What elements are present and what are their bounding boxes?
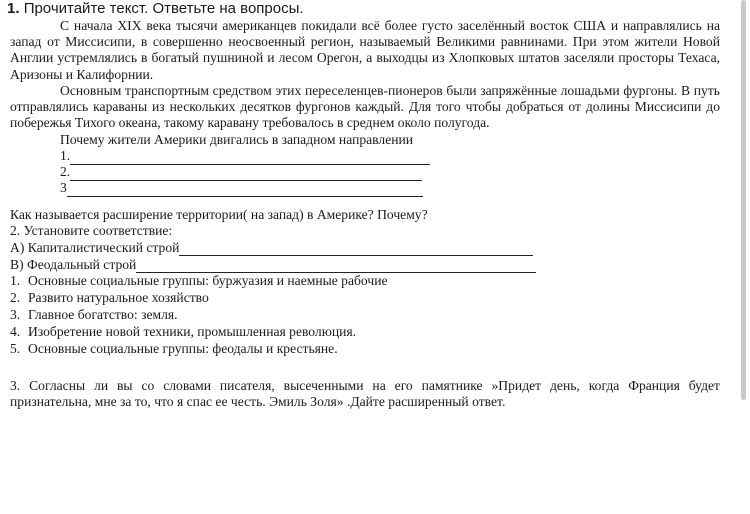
answer-blank-line[interactable] <box>70 168 422 181</box>
answer-blank-line[interactable] <box>67 184 423 197</box>
list-item-number: 4. <box>10 324 21 340</box>
question-expansion: Как называется расширение территории( на запад) в Америке? Почему? <box>10 206 428 222</box>
spacer <box>10 358 720 378</box>
spacer <box>10 197 720 207</box>
question-1-text: Почему жители Америки двигались в западном направлении <box>60 132 414 148</box>
list-item-number: 5. <box>10 341 21 357</box>
list-item-number: 1. <box>10 273 21 289</box>
task-title <box>7 0 720 18</box>
list-item <box>10 307 720 324</box>
list-item <box>10 290 720 307</box>
worksheet-page <box>7 0 720 514</box>
question-2-title: 2. Установите соответствие: <box>10 222 173 238</box>
list-item-number: 2. <box>10 290 21 306</box>
match-option-b <box>10 256 720 273</box>
list-item-text: Основные социальные группы: феодалы и крестьяне. <box>28 341 338 357</box>
match-option-label: В) Феодальный строй <box>10 256 137 272</box>
answer-blank-number: 1. <box>60 148 71 164</box>
answer-blank-row-2 <box>60 165 720 181</box>
list-item-text: Основные социальные группы: буржуазия и наемные рабочие <box>28 273 388 289</box>
question-3-text: 3. Согласны ли вы со словами писателя, высеченными на его памятнике »Придет день, когда Франция будет признательна, мне за то, что я спас ее честь. Эмиль Золя» .Дайте расширенный ответ. <box>10 378 720 410</box>
list-item-text: Главное богатство: земля. <box>28 307 178 323</box>
list-item <box>10 341 720 358</box>
task-title-text: Прочитайте текст. Ответьте на вопросы. <box>23 0 304 17</box>
match-option-label: А) Капиталистический строй <box>10 239 180 255</box>
answer-blank-number: 3 <box>60 180 67 196</box>
vertical-scrollbar[interactable] <box>741 0 746 400</box>
text-paragraph-1: С начала XIX века тысячи американцев покидали всё более густо заселённый восток США и направлялись на запад от Миссисипи, в совершенно неосвоенный регион, называемый Великими равнинами. При этом жители Новой Англии устремлялись в богатый пушниной и лесом Орегон, а выходцы из Хлопковых штатов заселяли просторы Техаса, Аризоны и Калифорнии. <box>10 18 720 82</box>
match-answer-line[interactable] <box>136 260 536 273</box>
answer-blank-row-1 <box>60 149 720 165</box>
list-item-number: 3. <box>10 307 21 323</box>
answer-blank-line[interactable] <box>70 152 430 165</box>
list-item-text: Развито натуральное хозяйство <box>28 290 209 306</box>
task-number: 1. <box>7 0 20 17</box>
list-item <box>10 324 720 341</box>
match-option-a <box>10 239 720 256</box>
text-paragraph-2: Основным транспортным средством этих переселенцев-пионеров были запряжённые лошадьми фургоны. В путь отправлялись караваны из нескольких десятков фургонов каждый. Для того чтобы добраться от долины Миссисипи до побережья Тихого океана, такому каравану требовалось в среднем около полугода. <box>10 82 720 131</box>
answer-blank-number: 2. <box>60 164 71 180</box>
list-item-text: Изобретение новой техники, промышленная революция. <box>28 324 357 340</box>
match-answer-line[interactable] <box>179 243 533 256</box>
list-item <box>10 273 720 290</box>
answer-blank-row-3 <box>60 181 720 197</box>
